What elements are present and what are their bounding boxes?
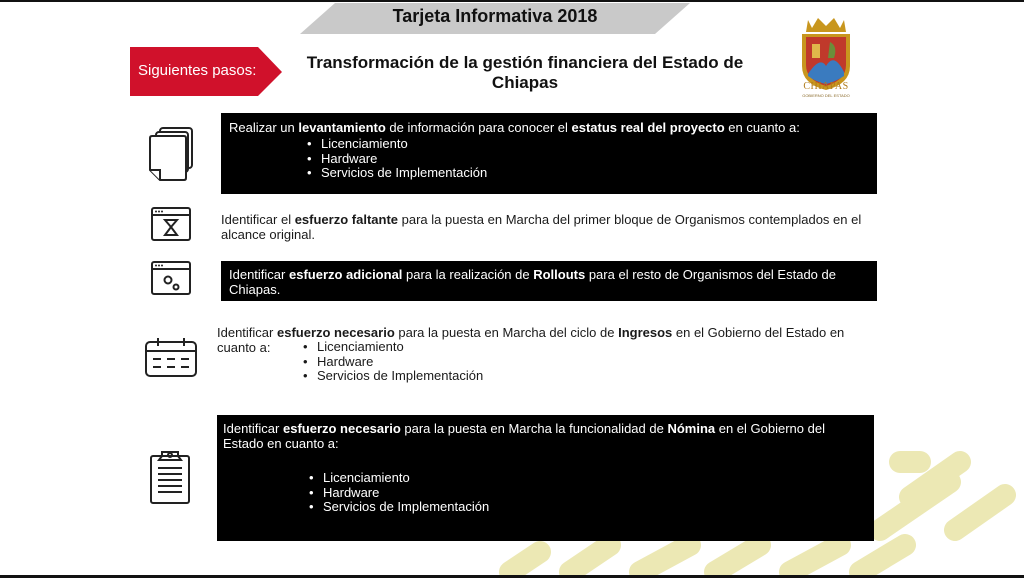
settings-window-icon	[150, 260, 192, 296]
item-4-bullets	[301, 340, 867, 384]
logo-subtext: GOBIERNO DEL ESTADO	[802, 93, 850, 98]
documents-icon	[146, 124, 200, 186]
red-tag-shape	[0, 0, 300, 100]
bullet-item: • Servicios de Implementación	[301, 369, 867, 384]
item-1-box	[221, 113, 877, 194]
item-1-bullets	[305, 137, 869, 181]
calendar-icon	[143, 336, 199, 380]
bullet-item: • Licenciamiento	[307, 471, 866, 486]
bullet-item: • Servicios de Implementación	[307, 500, 866, 515]
item-5-bold-1: esfuerzo necesario	[282, 421, 401, 436]
item-3-bold-2: Rollouts	[533, 267, 586, 282]
item-5-bullets	[307, 471, 866, 515]
item-3-text	[229, 267, 869, 297]
bullet-item: • Hardware	[305, 152, 869, 167]
item-1-pre: Realizar un	[229, 120, 299, 135]
hourglass-window-icon	[150, 206, 192, 242]
next-steps-label: Siguientes pasos:	[138, 62, 257, 79]
item-5-mid: para la puesta en Marcha la funcionalidad de	[400, 421, 668, 436]
item-4-bold-2: Ingresos	[618, 325, 673, 340]
item-4-mid: para la puesta en Marcha del ciclo de	[394, 325, 619, 340]
item-4-bold-1: esfuerzo necesario	[276, 325, 395, 340]
item-3-box	[221, 261, 877, 301]
clipboard-icon	[148, 448, 192, 506]
item-4-pre: Identificar	[217, 325, 277, 340]
page-title-line2: Chiapas	[491, 73, 559, 92]
item-5-post: en el Gobierno del Estado en cuanto a:	[223, 421, 825, 451]
bullet-item: • Servicios de Implementación	[305, 166, 869, 181]
item-4-post: en el Gobierno del Estado en cuanto a:	[217, 325, 845, 355]
item-1-post: en cuanto a:	[724, 120, 800, 135]
banner-title: Tarjeta Informativa 2018	[392, 6, 598, 26]
item-3-pre: Identificar	[229, 267, 289, 282]
bullet-item: • Hardware	[307, 486, 866, 501]
page-title-line1: Transformación de la gestión financiera del Estado de	[306, 53, 744, 72]
item-5-text	[223, 421, 866, 451]
item-3-post: para el resto de Organismos del Estado de Chiapas.	[229, 267, 836, 297]
item-5-bold-2: Nómina	[667, 421, 716, 436]
item-2-text	[221, 212, 871, 242]
item-1-mid: de información para conocer el	[385, 120, 572, 135]
item-2-pre: Identificar el	[221, 212, 295, 227]
item-2-box	[221, 212, 871, 242]
item-1-text	[229, 120, 869, 135]
item-4-box	[217, 325, 867, 384]
item-2-post: para la puesta en Marcha del primer bloque de Organismos contemplados en el alcance original.	[221, 212, 862, 242]
item-5-pre: Identificar	[223, 421, 283, 436]
item-3-mid: para la realización de	[402, 267, 534, 282]
item-1-bold-2: estatus real del proyecto	[571, 120, 725, 135]
bullet-item: • Licenciamiento	[305, 137, 869, 152]
item-2-bold-1: esfuerzo faltante	[294, 212, 399, 227]
bullet-item: • Licenciamiento	[301, 340, 867, 355]
item-5-box	[217, 415, 874, 541]
bullet-item: • Hardware	[301, 355, 867, 370]
logo-text: CHIAPAS	[803, 81, 849, 92]
item-1-bold-1: levantamiento	[298, 120, 386, 135]
page-title	[280, 53, 770, 93]
item-3-bold-1: esfuerzo adicional	[288, 267, 403, 282]
